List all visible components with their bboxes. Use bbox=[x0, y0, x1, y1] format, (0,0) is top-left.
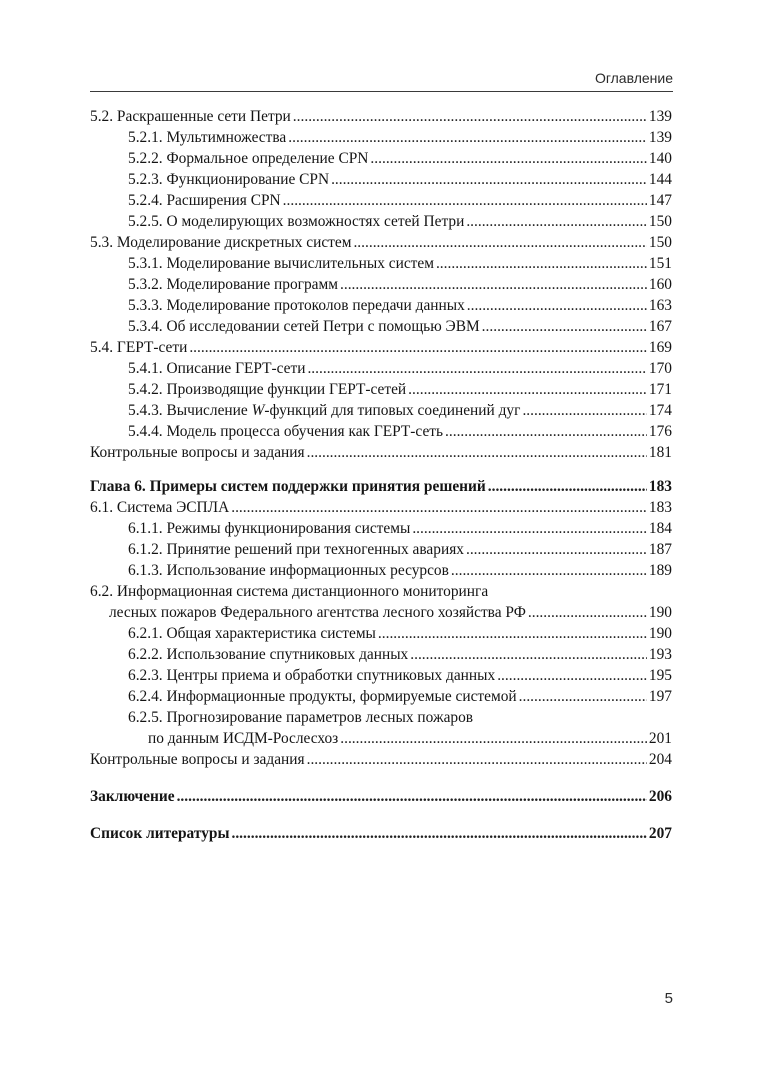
toc-entry[interactable] bbox=[90, 169, 672, 190]
toc-page-number: 163 bbox=[648, 297, 672, 314]
toc-leader-dots bbox=[307, 749, 647, 770]
toc-entry-title: 5.2.5. О моделирующих возможностях сетей Петри bbox=[128, 213, 465, 230]
toc-leader-dots bbox=[288, 127, 647, 148]
toc-entry[interactable] bbox=[90, 518, 672, 539]
toc-entry-title: 5.2.1. Мультимножества bbox=[128, 129, 287, 146]
section-spacer bbox=[90, 770, 672, 786]
toc-leader-dots bbox=[293, 106, 647, 127]
section-spacer bbox=[90, 463, 672, 476]
toc-entry-title: Список литературы bbox=[90, 825, 230, 842]
toc-leader-dots bbox=[177, 786, 647, 807]
toc-entry-title: по данным ИСДМ-Рослесхоз bbox=[148, 730, 339, 747]
toc-page-number: 197 bbox=[648, 688, 672, 705]
toc-entry[interactable] bbox=[90, 442, 672, 463]
toc-entry[interactable] bbox=[90, 127, 672, 148]
toc-entry-title: Заключение bbox=[90, 788, 175, 805]
toc-entry-first-line[interactable] bbox=[90, 581, 672, 602]
toc-page-number: 193 bbox=[648, 646, 672, 663]
toc-leader-dots bbox=[189, 337, 647, 358]
toc-title-part: 5.4.3. Вычисление bbox=[128, 402, 252, 419]
toc-entry-title: Глава 6. Примеры систем поддержки принятия решений bbox=[90, 478, 486, 495]
toc-page-number: 174 bbox=[648, 402, 672, 419]
toc-entry-title: 5.2.4. Расширения CPN bbox=[128, 192, 281, 209]
toc-leader-dots bbox=[467, 295, 647, 316]
toc-page-number: 171 bbox=[648, 381, 672, 398]
toc-leader-dots bbox=[307, 442, 647, 463]
toc-leader-dots bbox=[340, 274, 647, 295]
toc-page-number: 206 bbox=[648, 788, 672, 805]
toc-entry-title: 5.4.4. Модель процесса обучения как ГЕРТ-сеть bbox=[128, 423, 444, 440]
toc-entry-title: 5.3.3. Моделирование протоколов передачи данных bbox=[128, 297, 465, 314]
page-number: 5 bbox=[664, 990, 673, 1007]
toc-page-number: 201 bbox=[648, 730, 672, 747]
toc-page-number: 176 bbox=[648, 423, 672, 440]
toc-entry-title: лесных пожаров Федерального агентства лесного хозяйства РФ bbox=[109, 604, 526, 621]
toc-entry-title: 5.2.2. Формальное определение CPN bbox=[128, 150, 369, 167]
toc-entry[interactable] bbox=[90, 539, 672, 560]
toc-leader-dots bbox=[231, 823, 646, 844]
toc-entry-title: 6.2.2. Использование спутниковых данных bbox=[128, 646, 409, 663]
toc-entry[interactable] bbox=[90, 211, 672, 232]
toc-page-number: 169 bbox=[648, 339, 672, 356]
toc-entry[interactable] bbox=[90, 148, 672, 169]
toc-entry-title: 6.1.1. Режимы функционирования системы bbox=[128, 520, 411, 537]
toc-entry-title: 6.2.1. Общая характеристика системы bbox=[128, 625, 376, 642]
toc-entry-title: Контрольные вопросы и задания bbox=[90, 751, 305, 768]
toc-entry-continuation[interactable] bbox=[90, 728, 672, 749]
toc-entry-title: 5.4.1. Описание ГЕРТ-сети bbox=[128, 360, 306, 377]
toc-leader-dots bbox=[353, 232, 646, 253]
toc-entry[interactable] bbox=[90, 274, 672, 295]
header-divider bbox=[90, 91, 673, 92]
toc-page-number: 207 bbox=[648, 825, 672, 842]
toc-leader-dots bbox=[482, 316, 647, 337]
toc-page-number: 139 bbox=[648, 108, 672, 125]
toc-leader-dots bbox=[466, 211, 647, 232]
toc-entry[interactable] bbox=[90, 644, 672, 665]
toc-entry-title: 6.1. Система ЭСПЛА bbox=[90, 499, 230, 516]
running-header: Оглавление bbox=[594, 70, 673, 86]
toc-chapter-entry[interactable] bbox=[90, 823, 672, 844]
toc-entry-title: 5.3.1. Моделирование вычислительных систем bbox=[128, 255, 434, 272]
toc-entry[interactable] bbox=[90, 295, 672, 316]
toc-leader-dots bbox=[340, 728, 647, 749]
toc-leader-dots bbox=[436, 253, 647, 274]
toc-leader-dots bbox=[410, 644, 647, 665]
toc-page-number: 187 bbox=[648, 541, 672, 558]
toc-entry[interactable] bbox=[90, 253, 672, 274]
toc-chapter-entry[interactable] bbox=[90, 476, 672, 497]
toc-leader-dots bbox=[378, 623, 647, 644]
toc-entry-title: 5.2. Раскрашенные сети Петри bbox=[90, 108, 291, 125]
toc-entry-title: 6.1.3. Использование информационных ресурсов bbox=[128, 562, 449, 579]
toc-entry[interactable] bbox=[90, 358, 672, 379]
toc-page-number: 147 bbox=[648, 192, 672, 209]
toc-page-number: 184 bbox=[648, 520, 672, 537]
section-spacer bbox=[90, 807, 672, 823]
toc-leader-dots bbox=[528, 602, 647, 623]
toc-page-number: 189 bbox=[648, 562, 672, 579]
toc-entry[interactable] bbox=[90, 623, 672, 644]
toc-entry[interactable] bbox=[90, 190, 672, 211]
toc-leader-dots bbox=[466, 539, 647, 560]
toc-page-number: 181 bbox=[648, 444, 672, 461]
toc-entry-title: 6.1.2. Принятие решений при техногенных авариях bbox=[128, 541, 464, 558]
toc-title-part: -функций для типовых соединений дуг bbox=[264, 402, 521, 419]
toc-page-number: 204 bbox=[648, 751, 672, 768]
toc-page-number: 144 bbox=[648, 171, 672, 188]
toc-page-number: 190 bbox=[648, 604, 672, 621]
toc-leader-dots bbox=[231, 497, 647, 518]
toc-page-number: 190 bbox=[648, 625, 672, 642]
toc-entry[interactable] bbox=[90, 497, 672, 518]
toc-entry[interactable] bbox=[90, 400, 672, 421]
table-of-contents bbox=[90, 106, 672, 844]
toc-leader-dots bbox=[445, 421, 647, 442]
toc-entry-title: 6.2.4. Информационные продукты, формируемые системой bbox=[128, 688, 517, 705]
toc-page-number: 150 bbox=[648, 213, 672, 230]
toc-page-number: 160 bbox=[648, 276, 672, 293]
toc-entry-title: 5.4. ГЕРТ-сети bbox=[90, 339, 188, 356]
toc-title-italic: W bbox=[251, 402, 265, 419]
toc-entry-title: 6.2. Информационная система дистанционного мониторинга bbox=[90, 583, 489, 600]
toc-leader-dots bbox=[412, 518, 647, 539]
toc-leader-dots bbox=[331, 169, 647, 190]
toc-page-number: 151 bbox=[648, 255, 672, 272]
toc-entry[interactable] bbox=[90, 316, 672, 337]
toc-entry[interactable] bbox=[90, 421, 672, 442]
toc-entry-title: 5.3. Моделирование дискретных систем bbox=[90, 234, 352, 251]
toc-entry[interactable] bbox=[90, 749, 672, 770]
toc-entry-continuation[interactable] bbox=[90, 602, 672, 623]
toc-entry[interactable] bbox=[90, 686, 672, 707]
toc-entry-title bbox=[128, 400, 520, 421]
toc-entry-title: 6.2.5. Прогнозирование параметров лесных пожаров bbox=[128, 709, 474, 726]
toc-entry-title: 5.3.2. Моделирование программ bbox=[128, 276, 338, 293]
toc-leader-dots bbox=[283, 190, 647, 211]
toc-leader-dots bbox=[451, 560, 647, 581]
toc-page-number: 195 bbox=[648, 667, 672, 684]
toc-entry-title: 5.3.4. Об исследовании сетей Петри с помощью ЭВМ bbox=[128, 318, 480, 335]
toc-page-number: 183 bbox=[648, 499, 672, 516]
toc-entry[interactable] bbox=[90, 560, 672, 581]
toc-entry-first-line[interactable] bbox=[90, 707, 672, 728]
toc-leader-dots bbox=[519, 686, 647, 707]
toc-entry[interactable] bbox=[90, 379, 672, 400]
toc-page-number: 167 bbox=[648, 318, 672, 335]
toc-entry-title: 5.4.2. Производящие функции ГЕРТ-сетей bbox=[128, 381, 407, 398]
toc-leader-dots bbox=[370, 148, 646, 169]
toc-page-number: 139 bbox=[648, 129, 672, 146]
toc-page-number: 150 bbox=[648, 234, 672, 251]
toc-page-number: 140 bbox=[648, 150, 672, 167]
toc-entry[interactable] bbox=[90, 106, 672, 127]
toc-leader-dots bbox=[307, 358, 646, 379]
toc-leader-dots bbox=[408, 379, 647, 400]
toc-leader-dots bbox=[497, 665, 647, 686]
toc-chapter-entry[interactable] bbox=[90, 786, 672, 807]
toc-entry[interactable] bbox=[90, 337, 672, 358]
toc-leader-dots bbox=[522, 400, 646, 421]
toc-entry-title: Контрольные вопросы и задания bbox=[90, 444, 305, 461]
toc-leader-dots bbox=[488, 476, 647, 497]
toc-entry[interactable] bbox=[90, 665, 672, 686]
toc-entry[interactable] bbox=[90, 232, 672, 253]
toc-entry-title: 5.2.3. Функционирование CPN bbox=[128, 171, 330, 188]
toc-page-number: 183 bbox=[648, 478, 672, 495]
toc-entry-title: 6.2.3. Центры приема и обработки спутниковых данных bbox=[128, 667, 496, 684]
toc-page-number: 170 bbox=[648, 360, 672, 377]
